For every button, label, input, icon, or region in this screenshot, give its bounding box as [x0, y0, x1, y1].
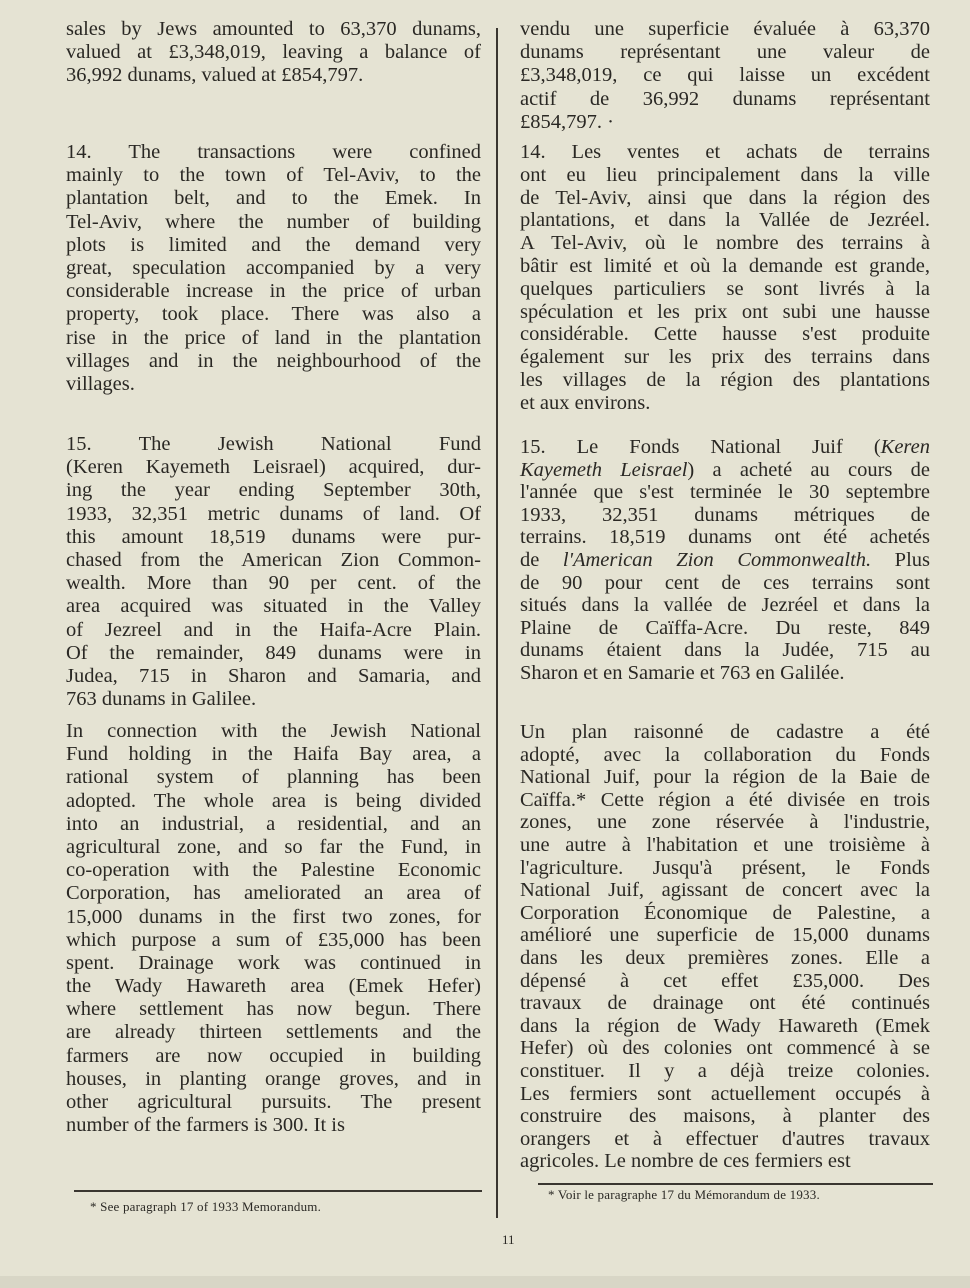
text-line: actif de 36,992 dunams représentant — [520, 87, 930, 110]
text-line: amélioré une superficie de 15,000 dunams — [520, 924, 930, 947]
text-line: constituer. Il y a déjà treize colonies. — [520, 1059, 930, 1082]
paragraph-14 — [66, 141, 481, 396]
text-line: adopted. The whole area is being divided — [66, 789, 481, 812]
text-line: plantation belt, and to the Emek. In — [66, 187, 481, 210]
text-line: situés dans la vallée de Jezréel et dans la — [520, 594, 930, 617]
text-line: other agricultural pursuits. The present — [66, 1091, 481, 1113]
text-line: 14. Les ventes et achats de terrains — [520, 141, 930, 163]
text-line: dans les deux premières zones. Elle a — [520, 946, 930, 969]
text-line: area acquired was situated in the Valley — [66, 595, 481, 618]
text-line: Of the remainder, 849 dunams were in — [66, 641, 481, 664]
text-line: are already thirteen settlements and the — [66, 1021, 481, 1044]
text-line: chased from the American Zion Common- — [66, 548, 481, 571]
text-line: construire des maisons, à planter des — [520, 1105, 930, 1128]
page-number: 11 — [502, 1232, 515, 1247]
text-line: Fund holding in the Haifa Bay area, a — [66, 743, 481, 766]
text-line: ont eu lieu principalement dans la ville — [520, 163, 930, 186]
text-line: the Wady Hawareth area (Emek Hefer) — [66, 975, 481, 998]
text-line: considerable increase in the price of urban — [66, 280, 481, 303]
text-line: great, speculation accompanied by a very — [66, 256, 481, 279]
text-line — [520, 549, 930, 572]
text-line: villages. — [66, 372, 135, 395]
text-line: 14. The transactions were confined — [66, 141, 481, 163]
paragraph-haifa-bay — [520, 721, 930, 1173]
text-line: plantations, et dans la Vallée de Jezréel. — [520, 209, 930, 232]
text-segment: de — [520, 548, 563, 571]
text-line: dunams étaient dans la Judée, 715 au — [520, 639, 930, 662]
text-line: considérable. Cette hausse s'est produite — [520, 323, 930, 346]
text-line: wealth. More than 90 per cent. of the — [66, 572, 481, 595]
text-line: Judea, 715 in Sharon and Samaria, and — [66, 664, 481, 687]
page-bottom-edge — [0, 1276, 970, 1288]
text-line: zones, une zone réservée à l'industrie, — [520, 811, 930, 834]
text-line: terrains. 18,519 dunams ont été achetés — [520, 526, 930, 549]
text-line: valued at £3,348,019, leaving a balance of — [66, 41, 481, 64]
text-line: agricultural zone, and so far the Fund, in — [66, 835, 481, 858]
text-line: farmers are now occupied in building — [66, 1044, 481, 1067]
text-line: de Tel-Aviv, ainsi que dans la région des — [520, 186, 930, 209]
text-line: 15,000 dunams in the first two zones, for — [66, 905, 481, 928]
text-line: sales by Jews amounted to 63,370 dunams, — [66, 18, 481, 40]
text-line: spent. Drainage work was continued in — [66, 951, 481, 974]
text-line: une autre à l'habitation et une troisième à — [520, 833, 930, 856]
text-line: et aux environs. — [520, 391, 651, 414]
text-line: ing the year ending September 30th, — [66, 479, 481, 502]
text-line: property, took place. There was also a — [66, 303, 481, 326]
text-line: 36,992 dunams, valued at £854,797. — [66, 64, 364, 87]
text-line: adopté, avec la collaboration du Fonds — [520, 743, 930, 766]
italic-text: l'American Zion Commonwealth. — [562, 548, 872, 571]
paragraph-13-end — [66, 18, 481, 88]
text-line: l'agriculture. Jusqu'à présent, le Fonds — [520, 856, 930, 879]
text-line: quelques particuliers se sont livrés à la — [520, 277, 930, 300]
text-line: of Jezreel and in the Haifa-Acre Plain. — [66, 618, 481, 641]
footnote-rule-left — [74, 1190, 482, 1192]
text-line: bâtir est limité et où la demande est grande, — [520, 254, 930, 277]
text-line: rational system of planning has been — [66, 766, 481, 789]
footnote-english: * See paragraph 17 of 1933 Memorandum. — [90, 1199, 322, 1214]
text-line: spéculation et les prix ont subi une hausse — [520, 300, 930, 323]
text-line: Sharon et en Samarie et 763 en Galilée. — [520, 661, 845, 684]
text-line: In connection with the Jewish National — [66, 720, 481, 742]
text-line: 763 dunams in Galilee. — [66, 688, 257, 711]
text-line: orangers et à effectuer d'autres travaux — [520, 1127, 930, 1150]
text-line: National Juif, pour la région de la Baie de — [520, 766, 930, 789]
text-line: £3,348,019, ce qui laisse un excédent — [520, 64, 930, 87]
text-segment: Plus — [871, 548, 930, 571]
text-line: Caïffa.* Cette région a été divisée en trois — [520, 788, 930, 811]
text-line: co-operation with the Palestine Economic — [66, 859, 481, 882]
text-line: Tel-Aviv, where the number of building — [66, 210, 481, 233]
text-line: A Tel-Aviv, où le nombre des terrains à — [520, 232, 930, 255]
text-line: dans la région de Wady Hawareth (Emek — [520, 1014, 930, 1037]
text-line: houses, in planting orange groves, and in — [66, 1067, 481, 1090]
text-line: Un plan raisonné de cadastre a été — [520, 721, 930, 743]
column-divider — [496, 28, 498, 1218]
text-line: £854,797. · — [520, 110, 614, 133]
text-line: de 90 pour cent de ces terrains sont — [520, 571, 930, 594]
italic-text: Keren — [880, 436, 930, 458]
text-line: 1933, 32,351 metric dunams of land. Of — [66, 502, 481, 525]
footnote-french: * Voir le paragraphe 17 du Mémorandum de 1933. — [548, 1187, 820, 1202]
text-line: into an industrial, a residential, and an — [66, 812, 481, 835]
paragraph-14 — [520, 141, 930, 415]
paragraph-haifa-bay — [66, 720, 481, 1137]
text-line: Corporation, has ameliorated an area of — [66, 882, 481, 905]
text-line: également sur les prix des terrains dans — [520, 346, 930, 369]
text-segment: ) a acheté au cours de — [687, 458, 931, 481]
text-line: number of the farmers is 300. It is — [66, 1114, 345, 1137]
text-line: dunams représentant une valeur de — [520, 41, 930, 64]
text-line: vendu une superficie évaluée à 63,370 — [520, 18, 930, 40]
text-line: agricoles. Le nombre de ces fermiers est — [520, 1150, 851, 1173]
text-line — [520, 436, 930, 459]
italic-text: Kayemeth Leisrael — [520, 458, 688, 481]
text-line: l'année que s'est terminée le 30 septembre — [520, 481, 930, 504]
text-segment: 15. Le Fonds National Juif ( — [520, 436, 881, 458]
text-line: 15. The Jewish National Fund — [66, 433, 481, 455]
paragraph-15 — [66, 433, 481, 711]
text-line: Hefer) où des colonies ont commencé à se — [520, 1037, 930, 1060]
text-line: where settlement has now begun. There — [66, 998, 481, 1021]
text-line: les villages de la région des plantations — [520, 368, 930, 391]
text-line: mainly to the town of Tel-Aviv, to the — [66, 164, 481, 187]
text-line: this amount 18,519 dunams were pur- — [66, 525, 481, 548]
text-line: 1933, 32,351 dunams métriques de — [520, 503, 930, 526]
text-line: (Keren Kayemeth Leisrael) acquired, dur- — [66, 456, 481, 479]
paragraph-13-end — [520, 18, 930, 134]
text-line: rise in the price of land in the plantation — [66, 326, 481, 349]
text-line: travaux de drainage ont été continués — [520, 992, 930, 1015]
text-line: which purpose a sum of £35,000 has been — [66, 928, 481, 951]
footnote-rule-right — [538, 1183, 933, 1185]
text-line: Corporation Économique de Palestine, a — [520, 901, 930, 924]
text-line: National Juif, agissant de concert avec la — [520, 879, 930, 902]
text-line: plots is limited and the demand very — [66, 233, 481, 256]
text-line: Plaine de Caïffa-Acre. Du reste, 849 — [520, 616, 930, 639]
text-line: dépensé à cet effet £35,000. Des — [520, 969, 930, 992]
text-line: Les fermiers sont actuellement occupés à — [520, 1082, 930, 1105]
text-line — [520, 459, 930, 482]
paragraph-15 — [520, 436, 930, 685]
text-line: villages and in the neighbourhood of the — [66, 349, 481, 372]
